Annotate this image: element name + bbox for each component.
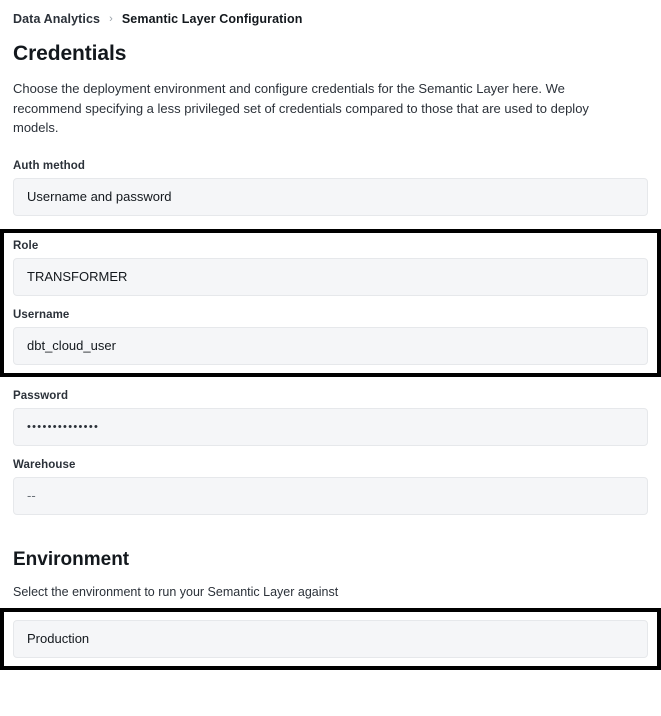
- field-auth-method: [13, 160, 648, 216]
- warehouse-input[interactable]: --: [13, 477, 648, 515]
- auth-method-select[interactable]: Username and password: [13, 178, 648, 216]
- environment-title: Environment: [13, 548, 130, 570]
- page-title: Credentials: [13, 42, 127, 65]
- credentials-description: Choose the deployment environment and configure credentials for the Semantic Layer here. We recommend specifying a less privileged set of credentials compared to those that are used to deploy models.: [13, 81, 589, 135]
- field-username: [13, 309, 648, 365]
- highlight-role-username: [0, 229, 661, 377]
- field-role: [13, 240, 648, 296]
- label-role: Role: [13, 239, 39, 252]
- breadcrumb-link-data-analytics[interactable]: Data Analytics: [13, 12, 101, 26]
- label-auth-method: Auth method: [13, 159, 86, 172]
- environment-select[interactable]: Production: [13, 620, 648, 658]
- field-password: [13, 390, 648, 446]
- label-username: Username: [13, 308, 70, 321]
- label-warehouse: Warehouse: [13, 458, 76, 471]
- environment-section: [13, 549, 648, 670]
- username-input[interactable]: dbt_cloud_user: [13, 327, 648, 365]
- label-password: Password: [13, 389, 69, 402]
- breadcrumb-current: Semantic Layer Configuration: [121, 12, 303, 26]
- highlight-environment-select: [0, 608, 661, 670]
- breadcrumb: [13, 12, 648, 26]
- field-warehouse: [13, 459, 648, 515]
- password-input[interactable]: ••••••••••••••: [13, 408, 648, 446]
- chevron-right-icon: ›: [109, 13, 113, 25]
- role-input[interactable]: TRANSFORMER: [13, 258, 648, 296]
- environment-description: Select the environment to run your Semantic Layer against: [13, 584, 339, 599]
